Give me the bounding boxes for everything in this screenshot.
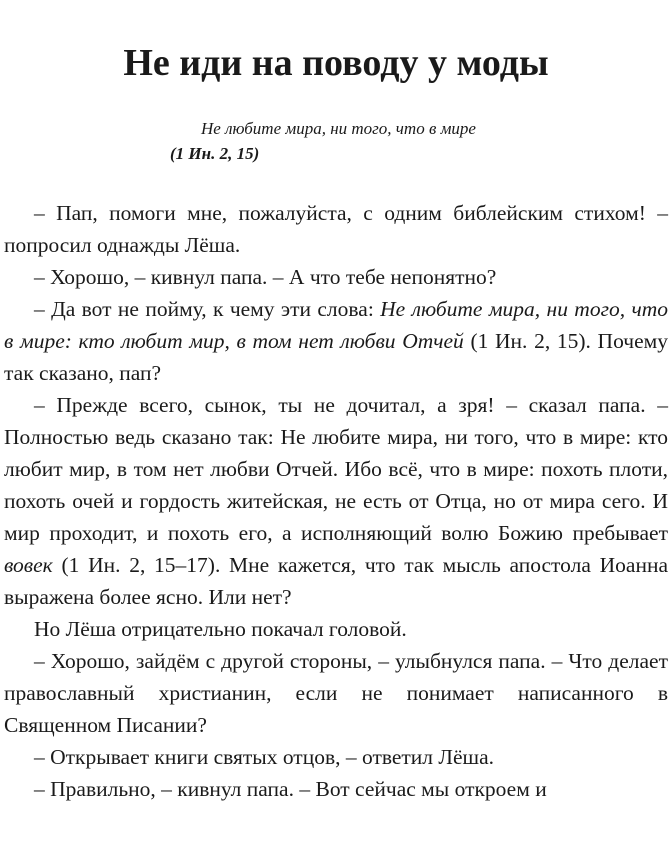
body-text (4, 197, 668, 805)
epigraph (170, 116, 476, 166)
paragraph-text: Но Лёша отрицательно покачал головой. (34, 617, 407, 641)
paragraph-text: – Открывает книги святых отцов, – ответил Лёша. (34, 745, 495, 769)
page-title: Не иди на поводу у моды (123, 42, 549, 84)
paragraph (4, 389, 668, 613)
paragraph (4, 613, 668, 645)
scripture-quote: Не любите мира, ни того, что в мире: кто любит мир, в том нет любви Отчей (4, 297, 668, 353)
paragraph-text: – Пап, помоги мне, пожалуйста, с одним библейским стихом! – попросил однажды Лёша. (4, 201, 668, 257)
paragraph-text: – Прежде всего, сынок, ты не дочитал, а зря! – сказал папа. – Полностью ведь сказано так: Не любите мира, ни того, что в мире: кто любит мир, в том нет любви Отчей. Ибо всё, что в мире: похоть плоти, похоть очей и гордость житейская, не есть от Отца, но от мира сего. И мир проходит, и похоть его, а исполняющий волю Божию пребывает (4, 393, 668, 545)
paragraph (4, 293, 668, 389)
paragraph-text: – Да вот не пойму, к чему эти слова: (34, 297, 381, 321)
paragraph-text: (1 Ин. 2, 15–17). Мне кажется, что так мысль апостола Иоанна выражена более ясно. Или нет? (4, 553, 668, 609)
epigraph-text: Не любите мира, ни того, что в мире (201, 119, 476, 138)
paragraph (4, 197, 668, 261)
paragraph-text: – Хорошо, – кивнул папа. – А что тебе непонятно? (34, 265, 497, 289)
paragraph-text: – Правильно, – кивнул папа. – Вот сейчас мы откроем и (34, 777, 547, 801)
paragraph-text: (1 Ин. 2, 15). Почему так сказано, пап? (4, 329, 668, 385)
paragraph (4, 741, 668, 773)
emphasized-word: вовек (4, 553, 53, 577)
paragraph (4, 645, 668, 741)
paragraph-text: – Хорошо, зайдём с другой стороны, – улыбнулся папа. – Что делает православный христианин, если не понимает написанного в Священном Писании? (4, 649, 668, 737)
epigraph-reference: (1 Ин. 2, 15) (170, 144, 260, 163)
paragraph (4, 773, 668, 805)
paragraph (4, 261, 668, 293)
